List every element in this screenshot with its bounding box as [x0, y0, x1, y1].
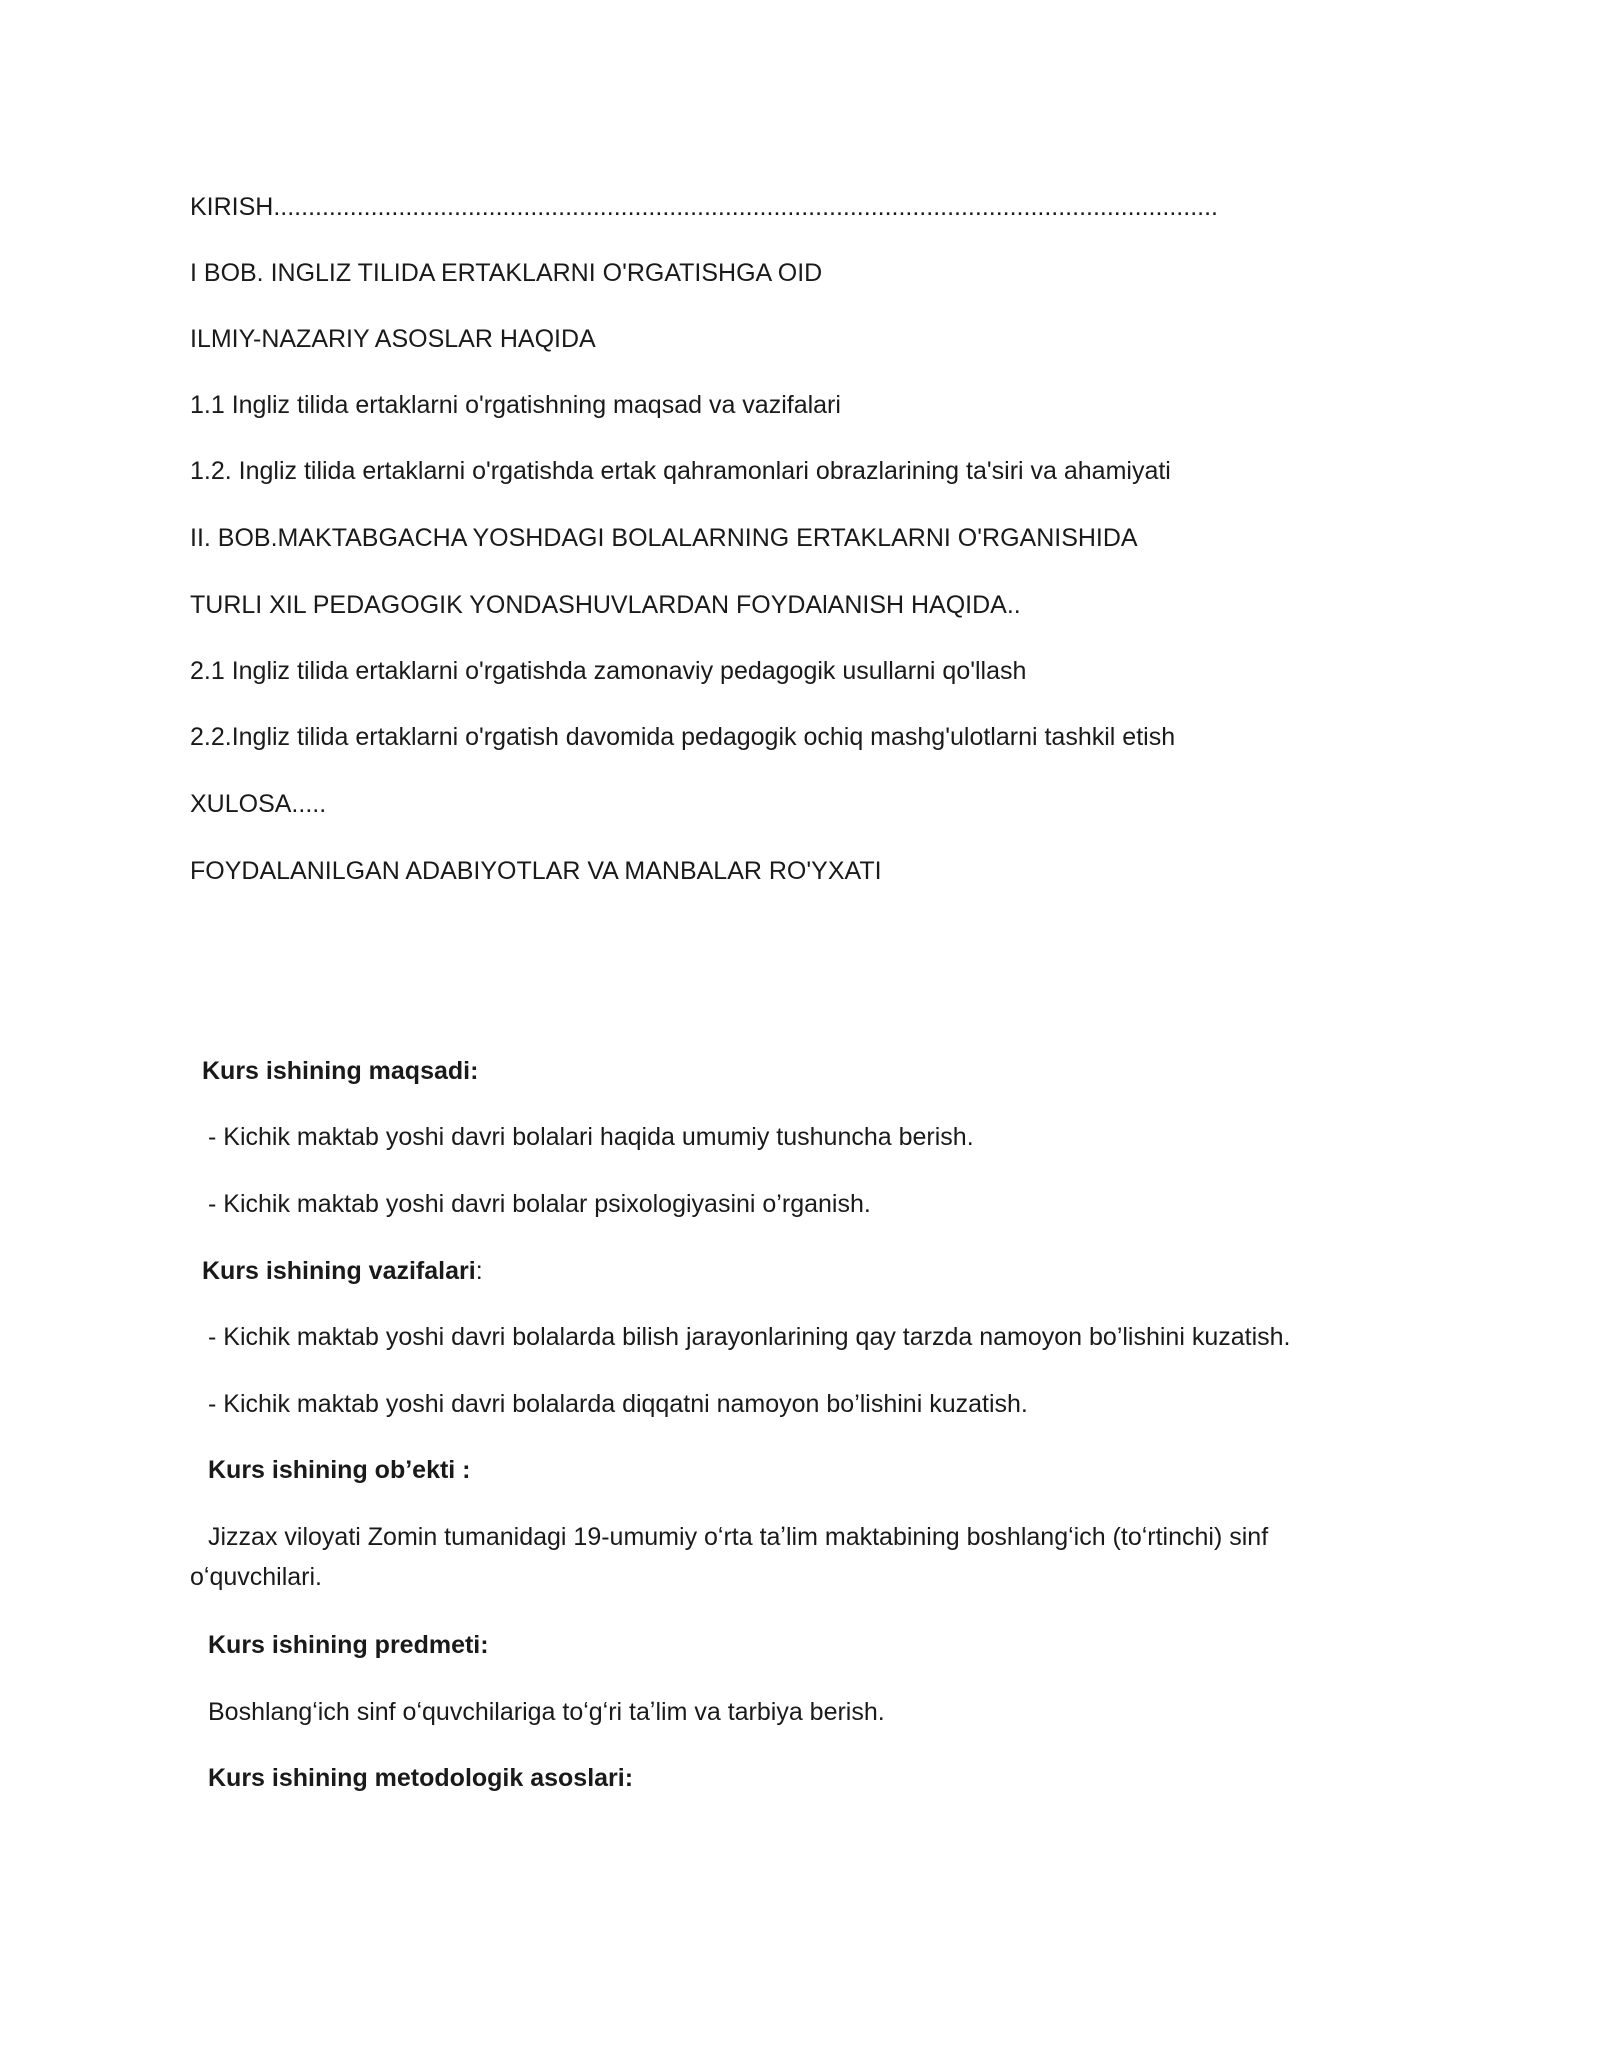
- toc-kirish: KIRISH........................................................................................................................................: [190, 193, 1218, 221]
- toc-adabiyotlar: FOYDALANILGAN ADABIYOTLAR VA MANBALAR RO'YXATI: [190, 857, 882, 885]
- toc-chapter2-title-line1: II. BOB.MAKTABGACHA YOSHDAGI BOLALARNING ERTAKLARNI O'RGANISHIDA: [190, 524, 1138, 552]
- maqsad-item-1: - Kichik maktab yoshi davri bolalari haqida umumiy tushuncha berish.: [208, 1123, 974, 1151]
- toc-chapter1-title-line1: I BOB. INGLIZ TILIDA ERTAKLARNI O'RGATISHGA OID: [190, 259, 823, 287]
- toc-chapter1-title-line2: ILMIY-NAZARIY ASOSLAR HAQIDA: [190, 325, 596, 353]
- maqsad-item-2: - Kichik maktab yoshi davri bolalar psixologiyasini o’rganish.: [208, 1190, 871, 1218]
- obekt-text: Jizzax viloyati Zomin tumanidagi 19-umumiy oʻrta taʼlim maktabining boshlangʻich (toʻrtinchi) sinf oʻquvchilari.: [190, 1523, 1269, 1591]
- toc-section-2-2: 2.2.Ingliz tilida ertaklarni o'rgatish davomida pedagogik ochiq mashg'ulotlarni tashkil etish: [190, 723, 1176, 751]
- vazifa-heading-row: [202, 1256, 483, 1286]
- vazifa-heading: Kurs ishining vazifalari: [202, 1257, 476, 1285]
- toc-chapter2-title-line2: TURLI XIL PEDAGOGIK YONDASHUVLARDAN FOYDAlANISH HAQIDA..: [190, 591, 1021, 619]
- predmet-text: Boshlangʻich sinf oʻquvchilariga toʻgʻri taʼlim va tarbiya berish.: [208, 1698, 885, 1726]
- obekt-heading: Kurs ishining ob’ekti :: [208, 1456, 471, 1484]
- vazifa-item-1: - Kichik maktab yoshi davri bolalarda bilish jarayonlarining qay tarzda namoyon bo’lishini kuzatish.: [208, 1323, 1291, 1351]
- maqsad-heading: Kurs ishining maqsadi:: [202, 1057, 479, 1085]
- toc-section-2-1: 2.1 Ingliz tilida ertaklarni o'rgatishda zamonaviy pedagogik usullarni qo'llash: [190, 657, 1027, 685]
- predmet-heading: Kurs ishining predmeti:: [208, 1631, 489, 1659]
- vazifa-item-2: - Kichik maktab yoshi davri bolalarda diqqatni namoyon bo’lishini kuzatish.: [208, 1390, 1028, 1418]
- toc-xulosa: XULOSA.....: [190, 790, 327, 818]
- vazifa-colon: :: [475, 1257, 483, 1285]
- toc-section-1-2: 1.2. Ingliz tilida ertaklarni o'rgatishda ertak qahramonlari obrazlarining ta'siri va ahamiyati: [190, 457, 1171, 485]
- metod-heading: Kurs ishining metodologik asoslari:: [208, 1764, 634, 1792]
- toc-section-1-1: 1.1 Ingliz tilida ertaklarni o'rgatishning maqsad va vazifalari: [190, 391, 841, 419]
